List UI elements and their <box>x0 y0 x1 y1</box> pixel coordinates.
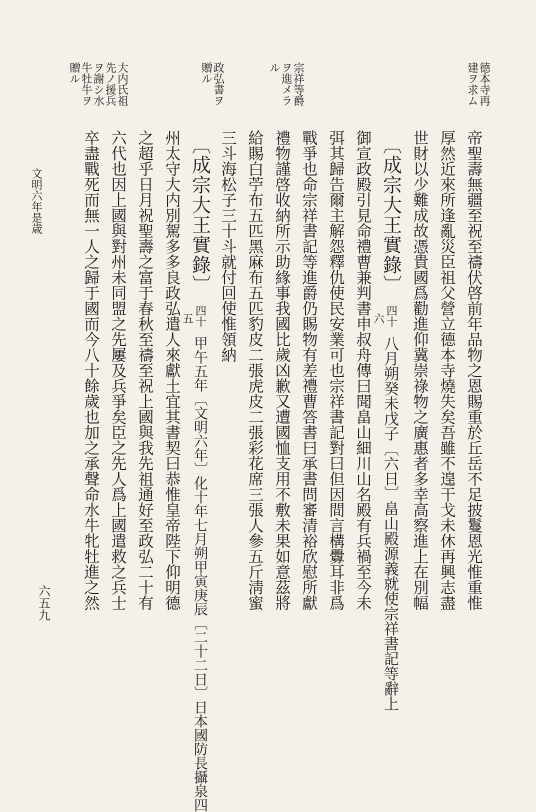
margin-note-line: 贈ル <box>68 62 81 84</box>
column-12: 州太守大内別駕多多良政弘遣人來獻土宜其書契曰恭惟皇帝陛下仰明德 <box>163 130 181 611</box>
column-10: 三斗海松子三十斗就付回使惟領納 <box>219 130 237 363</box>
column-9: 給賜白苧布五匹黑麻布五匹豹皮二張虎皮二張彩花席三張人參五斤淸蜜 <box>246 130 264 611</box>
column-6: 弭其歸告爾主解怨釋仇使民安業可也宗祥書記對曰但因間言構釁耳非爲 <box>327 130 345 611</box>
margin-note-2 <box>268 62 304 132</box>
margin-note-line: ヲ謝シ水 <box>92 62 105 106</box>
column-13: 之超乎日月祝聖壽之富于春秋至禱至祝上國與我先祖通好至政弘二十有 <box>136 130 154 611</box>
column-5: 御宣政殿引見命禮曹兼判書申叔舟傳曰聞畠山細川山名殿有兵禍至今未 <box>354 130 372 611</box>
column-3: 世財以少難成故憑貴國爲勸進仰冀崇祿物之廣惠者多幸高察進上在別幅 <box>411 130 429 611</box>
margin-note-line: 先ノ援兵 <box>104 62 117 106</box>
margin-note-4 <box>68 62 128 132</box>
margin-note-line: 德本寺再 <box>478 62 491 106</box>
heading-column-2 <box>188 135 209 295</box>
margin-note-line: 建ヲ求ム <box>466 62 479 106</box>
column-7: 戰爭也命宗祥書記等進爵仍賜物有差禮曹答書曰承書問審清裕欣慰所獻 <box>300 130 318 611</box>
column-2: 厚然近來所逢亂災臣祖父營立德本寺燒失矣吾雖不遑干戈未休再興志盡 <box>438 130 456 611</box>
page-number: 六五九 <box>37 585 51 621</box>
column-14: 六代也因上國與對州未同盟之先屢及兵爭矣臣之先人爲上國遣救之兵士 <box>109 130 127 611</box>
chronicle-title: 〔成宗大王實錄〕 <box>189 135 211 295</box>
heading-column-1 <box>379 135 400 295</box>
header-title: 文明六年是歳 <box>30 168 43 234</box>
margin-note-line: ル <box>268 62 281 73</box>
margin-note-3 <box>200 62 224 132</box>
column-1: 帝聖壽無疆至祝至禱伏啓前年品物之恩賜重於丘岳不足披鬘恩光惟重惟 <box>465 130 483 611</box>
margin-note-line: 牛牡牛ヲ <box>80 62 93 106</box>
chronicle-title: 〔成宗大王實錄〕 <box>380 135 402 295</box>
heading-date-b: 六 <box>372 313 385 324</box>
margin-note-line: 贈ル <box>200 62 213 84</box>
margin-note-line: 大内氏祖 <box>116 62 129 106</box>
margin-note-line: 政弘書ヲ <box>212 62 225 106</box>
heading-date-b: 五 <box>181 313 194 324</box>
heading-date-a: 四十 <box>194 305 207 327</box>
margin-note-line: 宗祥等爵 <box>292 62 305 106</box>
heading-date-a: 四十 <box>385 305 398 327</box>
column-15: 卒盡戰死而無一人之歸于國而今八十餘歲也加之承聲命水牛牝牡進之然 <box>82 130 100 611</box>
heading-tail-1: 八月朔癸未戊子〔六日〕畠山殿源義就使宗祥書記等辭上 <box>382 336 400 711</box>
heading-tail-2: 甲午五年〔文明六年〕化十年七月朔甲寅庚辰〔二十二日〕日本國防長攝泉四 <box>192 336 208 812</box>
margin-note-line: ヲ進メラ <box>280 62 293 106</box>
column-8: 禮物謹啓收納所示助緣事我國比歲凶歉又遭國恤支用不敷未果如意茲將 <box>273 130 291 611</box>
margin-note-1 <box>466 62 490 132</box>
